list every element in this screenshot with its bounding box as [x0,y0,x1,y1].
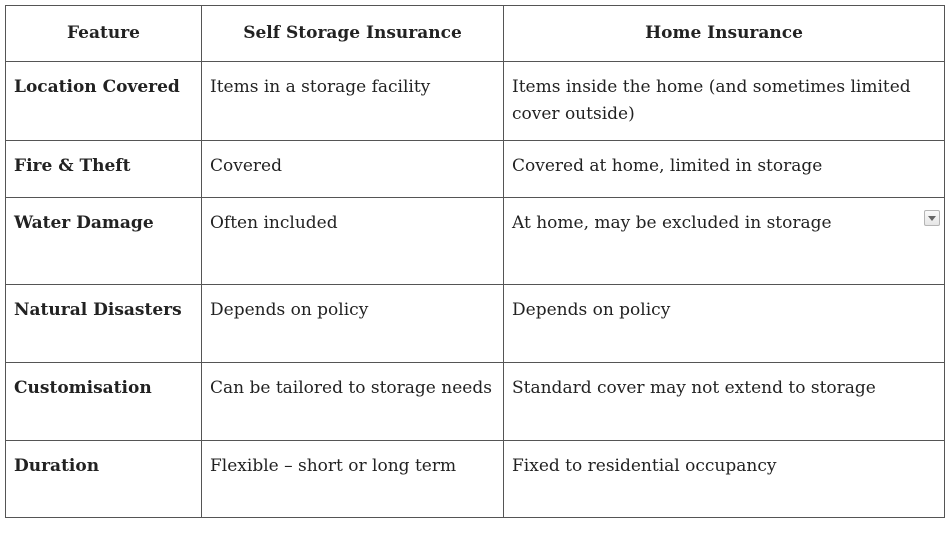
chevron-down-icon[interactable] [924,210,940,226]
home-cell: Depends on policy [504,285,945,363]
table-row [6,62,945,141]
self-storage-cell: Flexible – short or long term [202,441,504,518]
header-feature: Feature [6,6,202,62]
feature-cell: Duration [6,441,202,518]
feature-cell: Fire & Theft [6,141,202,198]
header-self-storage-insurance: Self Storage Insurance [202,6,504,62]
home-cell: Covered at home, limited in storage [504,141,945,198]
table-row [6,198,945,285]
self-storage-cell: Can be tailored to storage needs [202,363,504,441]
table-header-row [6,6,945,62]
comparison-table [5,5,945,518]
home-cell: Standard cover may not extend to storage [504,363,945,441]
home-cell [504,198,945,285]
home-cell: Items inside the home (and sometimes limited cover outside) [504,62,945,141]
feature-cell: Customisation [6,363,202,441]
self-storage-cell: Covered [202,141,504,198]
table-row [6,141,945,198]
table-row [6,285,945,363]
header-home-insurance: Home Insurance [504,6,945,62]
table-row [6,363,945,441]
self-storage-cell: Depends on policy [202,285,504,363]
table-row [6,441,945,518]
feature-cell: Water Damage [6,198,202,285]
self-storage-cell: Items in a storage facility [202,62,504,141]
home-cell: Fixed to residential occupancy [504,441,945,518]
self-storage-cell: Often included [202,198,504,285]
feature-cell: Location Covered [6,62,202,141]
feature-cell: Natural Disasters [6,285,202,363]
home-cell-text: At home, may be excluded in storage [512,213,832,233]
